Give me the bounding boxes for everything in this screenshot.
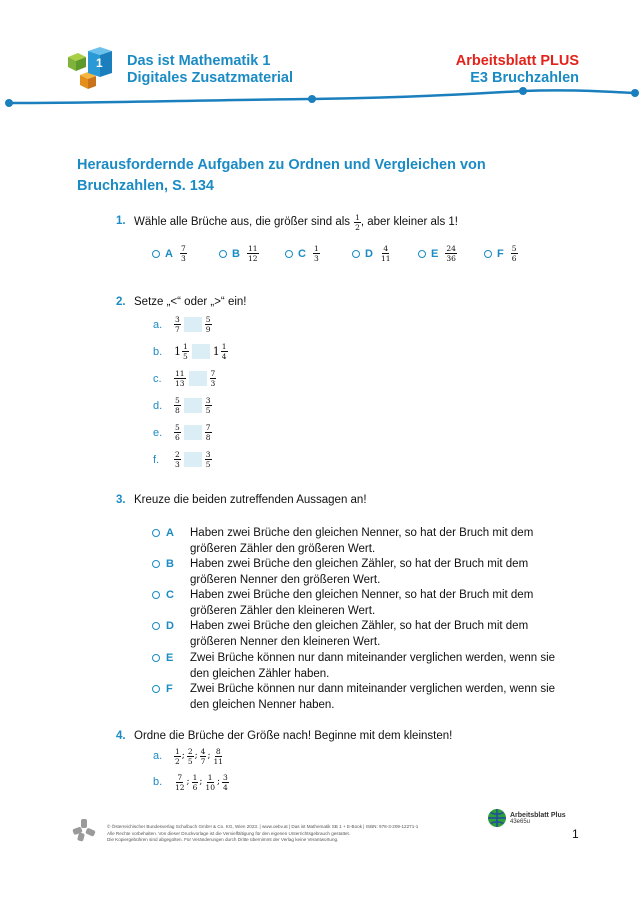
q1-option-a[interactable]: A $\frac{7}{3}$ — [152, 244, 219, 263]
page-title-line1: Herausfordernde Aufgaben zu Ordnen und Vergleichen von — [77, 157, 486, 173]
answer-box[interactable] — [189, 371, 207, 386]
q2-item-e: e. $\frac{5}{6}$ $\frac{7}{8}$ — [153, 423, 211, 442]
radio-circle-icon[interactable] — [152, 591, 160, 599]
q3-statement-c[interactable]: C Haben zwei Brüche den gleichen Nenner, so hat der Bruch mit dem größeren Zähler den kleineren Wert. — [152, 588, 602, 619]
q4-row-a: a. $\frac{1}{2}$ ; $\frac{2}{5}$ ; $\frac{4}{7}$ ; $\frac{8}{11}$ — [153, 746, 224, 766]
q1-text-before: Wähle alle Brüche aus, die größer sind als — [134, 216, 351, 228]
header-title-line1: Das ist Mathematik 1 — [127, 53, 271, 69]
radio-circle-icon[interactable] — [152, 654, 160, 662]
q1-question — [134, 210, 458, 234]
radio-circle-icon[interactable] — [352, 250, 360, 258]
q2-number: 2. — [116, 296, 126, 308]
q3-statement-e[interactable]: E Zwei Brüche können nur dann miteinander verglichen werden, wenn sie den gleichen Zähler haben. — [152, 651, 602, 682]
q3-statement-d[interactable]: D Haben zwei Brüche den gleichen Zähler, so hat der Bruch mit dem größeren Nenner den kleineren Wert. — [152, 619, 602, 650]
q1-number: 1. — [116, 215, 126, 227]
q3-statement-b[interactable]: B Haben zwei Brüche den gleichen Zähler, so hat der Bruch mit dem größeren Nenner den größeren Wert. — [152, 557, 602, 588]
footer-copyright: © Österreichischer Bundesverlag Schulbuch GmbH & Co. KG, Wien 2023. | www.oebv.at | Das ist Mathematik SB 1 + E-Book | ISBN: 978-3-209-12271-1 Alle Rechte vorbehalten. Von dieser Druckvorlage ist die Vervielfältigung für den eigenen Unterrichtsgebrauch gestattet. Die Kopiergebühren sind abgegolten. Für Veränderungen durch Dritte übernimmt der Verlag keine Verantwortung. — [107, 824, 419, 842]
header-title-line2: Digitales Zusatzmaterial — [127, 70, 293, 86]
page-title-line2: Bruchzahlen, S. 134 — [77, 178, 214, 194]
radio-circle-icon[interactable] — [285, 250, 293, 258]
q2-item-c: c. $\frac{11}{13}$ $\frac{7}{3}$ — [153, 369, 216, 388]
q4-row-b: b. $\frac{7}{12}$ ; $\frac{1}{6}$ ; $\frac{1}{10}$ ; $\frac{3}{4}$ — [153, 772, 228, 792]
radio-circle-icon[interactable] — [152, 622, 160, 630]
badge-code: 43e65u — [510, 818, 531, 825]
q1-text-after: , aber kleiner als 1! — [360, 216, 459, 228]
answer-box[interactable] — [184, 317, 202, 332]
q2-item-f: f. $\frac{2}{3}$ $\frac{3}{5}$ — [153, 450, 211, 469]
radio-circle-icon[interactable] — [418, 250, 426, 258]
answer-box[interactable] — [184, 398, 202, 413]
q1-option-e[interactable]: E $\frac{24}{36}$ — [418, 244, 484, 263]
radio-circle-icon[interactable] — [152, 685, 160, 693]
q2-item-a: a. $\frac{3}{7}$ $\frac{5}{9}$ — [153, 315, 211, 334]
page-number: 1 — [572, 827, 579, 841]
answer-box[interactable] — [184, 425, 202, 440]
q2-question: Setze „<“ oder „>“ ein! — [134, 296, 247, 308]
answer-box[interactable] — [184, 452, 202, 467]
q4-question: Ordne die Brüche der Größe nach! Beginne mit dem kleinsten! — [134, 730, 453, 742]
q4-number: 4. — [116, 730, 126, 742]
radio-circle-icon[interactable] — [152, 560, 160, 568]
q1-options — [152, 244, 544, 263]
globe-icon — [487, 808, 507, 828]
q1-option-d[interactable]: D $\frac{4}{11}$ — [352, 244, 418, 263]
q3-statement-f[interactable]: F Zwei Brüche können nur dann miteinander verglichen werden, wenn sie den gleichen Nenner haben. — [152, 682, 602, 713]
q2-item-d: d. $\frac{5}{8}$ $\frac{3}{5}$ — [153, 396, 211, 415]
radio-circle-icon[interactable] — [484, 250, 492, 258]
answer-box[interactable] — [192, 344, 210, 359]
q3-number: 3. — [116, 494, 126, 506]
q1-option-c[interactable]: C $\frac{1}{3}$ — [285, 244, 352, 263]
header-topic-label: E3 Bruchzahlen — [470, 70, 579, 86]
q3-question: Kreuze die beiden zutreffenden Aussagen an! — [134, 494, 367, 506]
q1-reference-fraction: $\frac{1}{2}$ — [355, 212, 360, 232]
q1-option-b[interactable]: B $\frac{11}{12}$ — [219, 244, 285, 263]
radio-circle-icon[interactable] — [152, 250, 160, 258]
q4-rows — [153, 743, 229, 795]
q3-statement-a[interactable]: A Haben zwei Brüche den gleichen Nenner, so hat der Bruch mit dem größeren Zähler den größeren Wert. — [152, 526, 602, 557]
header-wave-line — [0, 84, 640, 108]
radio-circle-icon[interactable] — [219, 250, 227, 258]
radio-circle-icon[interactable] — [152, 529, 160, 537]
q2-item-b: b. 1 $\frac{1}{5}$ 1 $\frac{1}{4}$ — [153, 342, 227, 361]
logo-number: 1 — [96, 56, 103, 70]
header-worksheet-label: Arbeitsblatt PLUS — [455, 53, 579, 69]
q2-items — [153, 311, 228, 473]
arbeitsblatt-plus-badge[interactable] — [487, 808, 566, 828]
badge-title: Arbeitsblatt Plus — [510, 811, 566, 819]
footer-ornament-icon — [72, 818, 96, 842]
q1-option-f[interactable]: F $\frac{5}{6}$ — [484, 244, 544, 263]
